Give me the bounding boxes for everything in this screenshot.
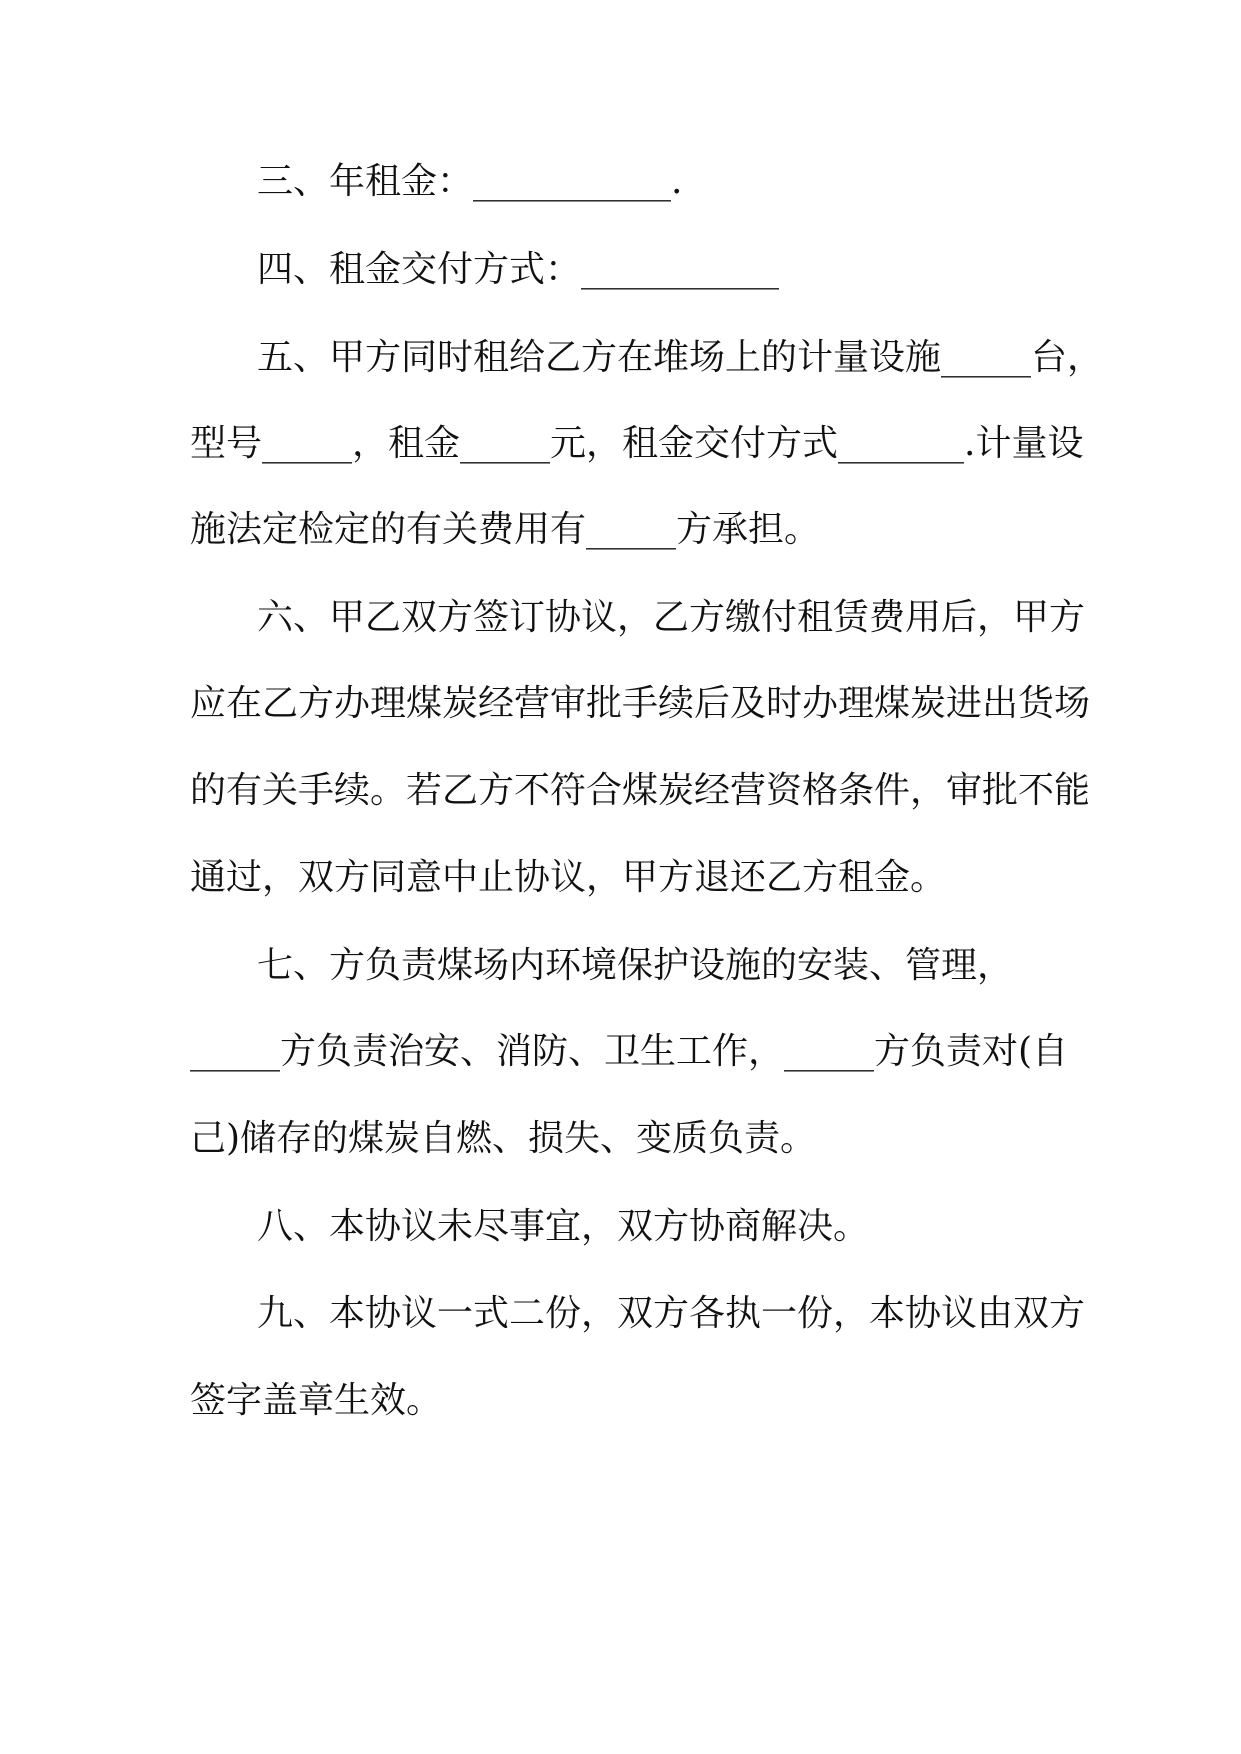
clause-6-line-1: 六、甲乙双方签订协议，乙方缴付租赁费用后，甲方 xyxy=(257,597,1086,638)
clause-9-line-2: 签字盖章生效。 xyxy=(190,1380,443,1421)
clause-7-line-2: _____方负责治安、消防、卫生工作，_____方负责对(自 xyxy=(190,1031,1069,1072)
clause-6-line-4: 通过，双方同意中止协议，甲方退还乙方租金。 xyxy=(190,857,947,898)
clause-5-line-2: 型号_____，租金_____元，租金交付方式_______.计量设 xyxy=(190,423,1084,464)
clause-7-line-1: 七、方负责煤场内环境保护设施的安装、管理， xyxy=(257,945,1014,986)
clause-5-line-3: 施法定检定的有关费用有_____方承担。 xyxy=(190,509,821,550)
clause-7-line-3: 己)储存的煤炭自燃、损失、变质负责。 xyxy=(190,1118,817,1159)
clause-8: 八、本协议未尽事宜，双方协商解决。 xyxy=(257,1206,870,1247)
clause-6-line-2: 应在乙方办理煤炭经营审批手续后及时办理煤炭进出货场 xyxy=(190,683,1091,724)
clause-5-line-1: 五、甲方同时租给乙方在堆场上的计量设施_____台， xyxy=(257,337,1104,378)
clause-9-line-1: 九、本协议一式二份，双方各执一份，本协议由双方 xyxy=(257,1293,1086,1334)
clause-4-payment-method: 四、租金交付方式：___________ xyxy=(257,249,780,290)
clause-6-line-3: 的有关手续。若乙方不符合煤炭经营资格条件，审批不能 xyxy=(190,770,1091,811)
clause-3-annual-rent: 三、年租金：___________. xyxy=(257,161,683,202)
